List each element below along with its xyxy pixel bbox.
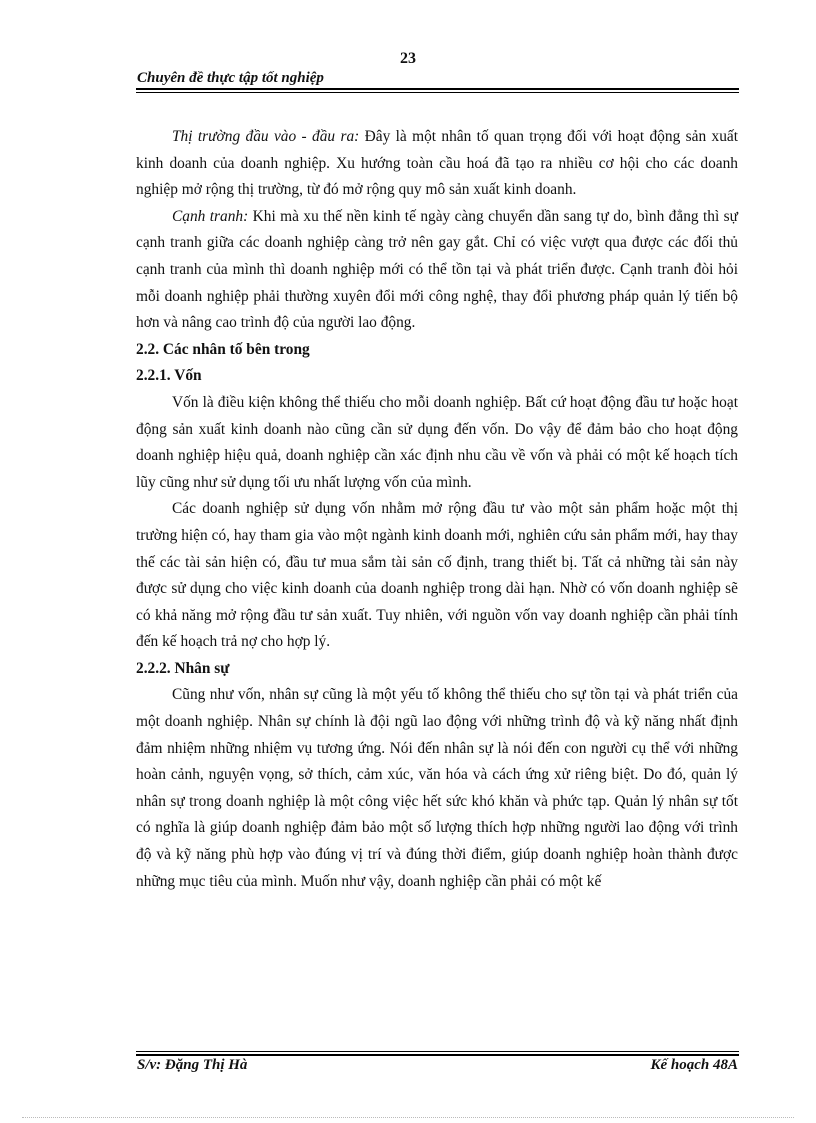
document-body: [136, 124, 738, 895]
section-heading: 2.2. Các nhân tố bên trong: [136, 340, 310, 358]
footer-author: S/v: Đặng Thị Hà: [137, 1057, 248, 1073]
subsection-heading: 2.2.1. Vốn: [136, 367, 202, 385]
paragraph-text: Khi mà xu thế nền kinh tế ngày càng chuyển dần sang tự do, bình đẳng thì sự cạnh tranh giữa các doanh nghiệp càng trở nên gay gắt. Chỉ có việc vượt qua được các đối thủ cạnh tranh của mình thì doanh nghiệp mới có thể tồn tại và phát triển được. Cạnh tranh đòi hỏi mỗi doanh nghiệp phải thường xuyên đổi mới công nghệ, thay đổi phương pháp quản lý tiến bộ hơn và nâng cao trình độ của người lao động.: [136, 207, 738, 332]
footer-rule: [136, 1051, 739, 1056]
paragraph-lead: Cạnh tranh:: [172, 207, 249, 225]
page-edge-divider: [22, 1117, 794, 1118]
subsection-heading: 2.2.2. Nhân sự: [136, 659, 230, 677]
paragraph-market: [136, 124, 738, 204]
paragraph-capital: Vốn là điều kiện không thể thiếu cho mỗi doanh nghiệp. Bất cứ hoạt động đầu tư hoặc hoạt động sản xuất kinh doanh nào cũng cần sử dụng đến vốn. Do vậy để đảm bảo cho hoạt động doanh nghiệp hiệu quả, doanh nghiệp cần xác định nhu cầu về vốn và phải có một kế hoạch tích lũy cũng như sử dụng tối ưu nhất lượng vốn của mình.: [136, 393, 738, 491]
paragraph-personnel: Cũng như vốn, nhân sự cũng là một yếu tố không thể thiếu cho sự tồn tại và phát triển của một doanh nghiệp. Nhân sự chính là đội ngũ lao động với những trình độ và kỹ năng nhất định đảm nhiệm những nhiệm vụ tương ứng. Nói đến nhân sự là nói đến con người cụ thể với những hoàn cảnh, nguyện vọng, sở thích, cảm xúc, văn hóa và cách ứng xử riêng biệt. Do đó, quản lý nhân sự trong doanh nghiệp là một công việc hết sức khó khăn và phức tạp. Quản lý nhân sự tốt có nghĩa là giúp doanh nghiệp đảm bảo một số lượng thích hợp những người lao động với trình độ và kỹ năng phù hợp vào đúng vị trí và đúng thời điểm, giúp doanh nghiệp hoàn thành được những mục tiêu của mình. Muốn như vậy, doanh nghiệp cần phải có một kế: [136, 686, 738, 890]
header-title: Chuyên đề thực tập tốt nghiệp: [137, 70, 324, 86]
footer-class: Kế hoạch 48A: [650, 1057, 738, 1073]
paragraph-capital-use: Các doanh nghiệp sử dụng vốn nhằm mở rộng đầu tư vào một sản phẩm hoặc một thị trường hiện có, hay tham gia vào một ngành kinh doanh mới, nghiên cứu sản phẩm mới, hay thay thế các tài sản hiện có, đầu tư mua sắm tài sản cố định, trang thiết bị. Tất cả những tài sản này được sử dụng cho việc kinh doanh của doanh nghiệp trong dài hạn. Nhờ có vốn doanh nghiệp sẽ có khả năng mở rộng đầu tư sản xuất. Tuy nhiên, với nguồn vốn vay doanh nghiệp cần phải tính đến kế hoạch trả nợ cho hợp lý.: [136, 500, 738, 651]
page-number: 23: [400, 50, 416, 67]
paragraph-competition: [136, 204, 738, 337]
paragraph-lead: Thị trường đầu vào - đầu ra:: [172, 128, 360, 145]
paragraph-text: Đây là một nhân tố quan trọng đối với hoạt động sản xuất kinh doanh của doanh nghiệp. Xu hướng toàn cầu hoá đã tạo ra nhiều cơ hội cho các doanh nghiệp mở rộng thị trường, từ đó mở rộng quy mô sản xuất kinh doanh.: [136, 128, 738, 199]
header-rule: [136, 88, 739, 93]
